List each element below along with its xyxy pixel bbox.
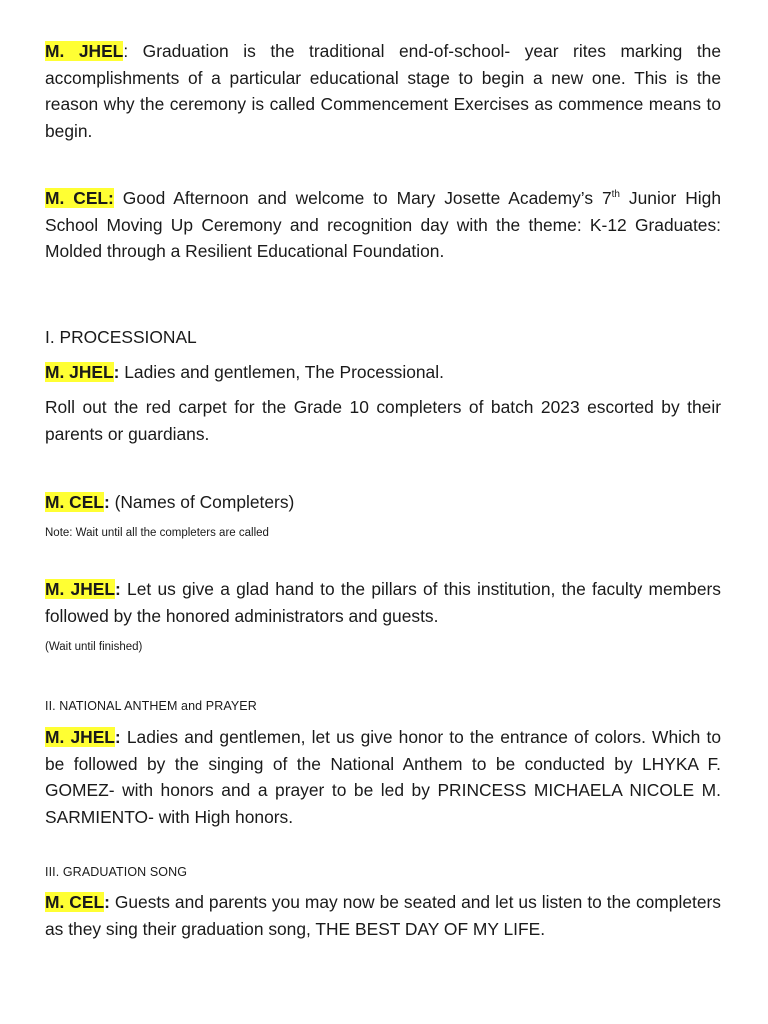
speaker-colon: : [113, 362, 120, 382]
paragraph-text: Junior High School Moving Up Ceremony and recognition day with the theme: K-12 Graduates: Molded through a Resilient Educational Foundation. [45, 188, 721, 261]
speaker-label: M. CEL [45, 892, 105, 912]
paragraph-text: : Graduation is the traditional end-of-school- year rites marking the accomplishments of a particular educational stage to begin a new one. This is the reason why the ceremony is called Commencement Exercises as commence means to begin. [45, 41, 722, 141]
section-heading-graduation-song: III. GRADUATION SONG [45, 865, 188, 879]
paragraph-text: Let us give a glad hand to the pillars of this institution, the faculty members followed by the honored administrators and guests. [45, 579, 721, 626]
paragraph-red-carpet: Roll out the red carpet for the Grade 10 completers of batch 2023 escorted by their parents or guardians. [45, 397, 721, 444]
paragraph-text: Ladies and gentlemen, let us give honor to the entrance of colors. Which to be followed by the singing of the National Anthem to be conducted by LHYKA F. GOMEZ- with honors and a prayer to be led by PRINCESS MICHAELA NICOLE M. SARMIENTO- with High honors. [45, 727, 722, 827]
paragraph-text: Ladies and gentlemen, The Processional. [119, 362, 444, 382]
speaker-colon: : [114, 727, 121, 747]
paragraph-entrance-of-colors [45, 724, 721, 830]
speaker-label: M. CEL [45, 492, 104, 512]
speaker-label: M. JHEL [45, 41, 124, 61]
paragraph-text: (Names of Completers) [109, 492, 295, 512]
speaker-label: M. JHEL [45, 362, 114, 382]
paragraph-text: Guests and parents you may now be seated and let us listen to the completers as they sing their graduation song, THE BEST DAY OF MY LIFE. [45, 892, 721, 939]
paragraph-graduation-intro [45, 38, 721, 144]
paragraph-text: Good Afternoon and welcome to Mary Josette Academy’s 7 [113, 188, 612, 208]
paragraph-welcome [45, 185, 721, 265]
speaker-colon: : [115, 579, 121, 599]
paragraph-names-of-completers [45, 489, 721, 516]
speaker-colon: : [103, 492, 110, 512]
section-heading-anthem-prayer: II. NATIONAL ANTHEM and PRAYER [45, 699, 257, 713]
speaker-label: M. JHEL [45, 579, 116, 599]
paragraph-processional-intro [45, 359, 721, 386]
speaker-label: M. CEL: [45, 188, 114, 208]
paragraph-glad-hand [45, 576, 721, 629]
note-wait-completers: Note: Wait until all the completers are called [45, 527, 269, 539]
paragraph-graduation-song [45, 889, 721, 942]
ordinal-suffix: th [611, 189, 620, 201]
section-heading-processional: I. PROCESSIONAL [45, 327, 197, 347]
speaker-colon: : [104, 892, 110, 912]
note-wait-finished: (Wait until finished) [45, 641, 143, 653]
speaker-label: M. JHEL [45, 727, 115, 747]
